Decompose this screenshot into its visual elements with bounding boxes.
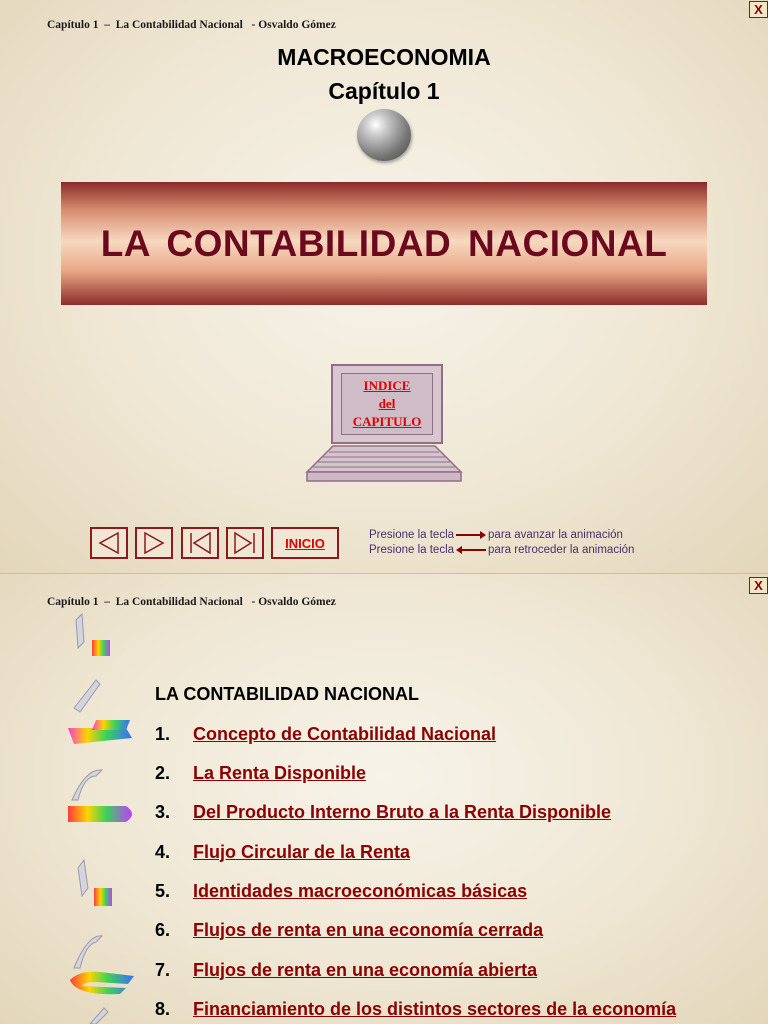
hint-back-post: para retroceder la animación	[488, 544, 635, 556]
list-item	[155, 917, 543, 943]
item-number: 2.	[155, 762, 171, 783]
item-number: 1.	[155, 723, 171, 744]
skip-last-icon	[228, 529, 262, 557]
sphere-icon	[357, 109, 411, 161]
next-button[interactable]	[135, 527, 173, 559]
arrow-right-icon	[456, 531, 486, 539]
chapter-banner	[61, 182, 707, 305]
toc-link-6[interactable]: Flujos de renta en una economía cerrada	[193, 919, 544, 940]
list-item	[155, 957, 537, 983]
rainbow-shape-icon	[74, 858, 124, 910]
item-number: 5.	[155, 880, 171, 901]
list-item	[155, 878, 527, 904]
toc-link-8[interactable]: Financiamiento de los distintos sectores de la economía	[193, 998, 677, 1019]
index-link[interactable]	[341, 373, 433, 435]
rainbow-shape-icon	[66, 678, 136, 746]
course-title: MACROECONOMIA	[277, 44, 491, 70]
close-button[interactable]: X	[749, 577, 768, 594]
laptop-keyboard	[305, 444, 463, 484]
rainbow-shape-icon	[66, 766, 138, 828]
list-item	[155, 799, 611, 825]
laptop-screen	[331, 364, 443, 444]
item-number: 3.	[155, 801, 171, 822]
laptop-icon	[305, 364, 463, 484]
last-button[interactable]	[226, 527, 264, 559]
slide-header: Capítulo 1 – La Contabilidad Nacional - Osvaldo Gómez	[47, 19, 336, 31]
triangle-left-icon	[92, 529, 126, 557]
index-slide	[0, 574, 768, 1024]
toc-link-7[interactable]: Flujos de renta en una economía abierta	[193, 959, 538, 980]
index-link-line3: CAPITULO	[352, 414, 422, 429]
skip-first-icon	[183, 529, 217, 557]
toc-link-5[interactable]: Identidades macroeconómicas básicas	[193, 880, 528, 901]
toc-link-3[interactable]: Del Producto Interno Bruto a la Renta Disponible	[193, 801, 612, 822]
hint-back-pre: Presione la tecla	[369, 544, 455, 556]
hint-forward-post: para avanzar la animación	[488, 529, 623, 541]
toc-link-2[interactable]: La Renta Disponible	[193, 762, 367, 783]
item-number: 4.	[155, 841, 171, 862]
hint-forward-pre: Presione la tecla	[369, 529, 455, 541]
toc-link-1[interactable]: Concepto de Contabilidad Nacional	[193, 723, 497, 744]
triangle-right-icon	[137, 529, 171, 557]
home-button[interactable]: INICIO	[271, 527, 339, 559]
toc-link-4[interactable]: Flujo Circular de la Renta	[193, 841, 411, 862]
close-button[interactable]: X	[749, 1, 768, 18]
previous-button[interactable]	[90, 527, 128, 559]
chapter-title: Capítulo 1	[328, 78, 440, 104]
hint-back	[369, 544, 634, 556]
index-link-line2: del	[378, 396, 396, 411]
index-link-line1: INDICE	[363, 378, 411, 393]
arrow-left-icon	[456, 546, 486, 554]
rainbow-shape-icon	[66, 932, 138, 996]
rainbow-shape-icon	[84, 1006, 114, 1024]
item-number: 7.	[155, 959, 171, 980]
list-item	[155, 721, 496, 747]
toc-title: LA CONTABILIDAD NACIONAL	[155, 684, 419, 704]
hint-forward	[369, 529, 623, 541]
list-item	[155, 996, 676, 1022]
slide-header: Capítulo 1 – La Contabilidad Nacional - Osvaldo Gómez	[47, 596, 336, 608]
rainbow-shape-icon	[70, 612, 120, 662]
first-button[interactable]	[181, 527, 219, 559]
banner-title: LA CONTABILIDAD NACIONAL	[100, 222, 668, 264]
list-item	[155, 760, 366, 786]
list-item	[155, 839, 410, 865]
item-number: 8.	[155, 998, 171, 1019]
item-number: 6.	[155, 919, 171, 940]
